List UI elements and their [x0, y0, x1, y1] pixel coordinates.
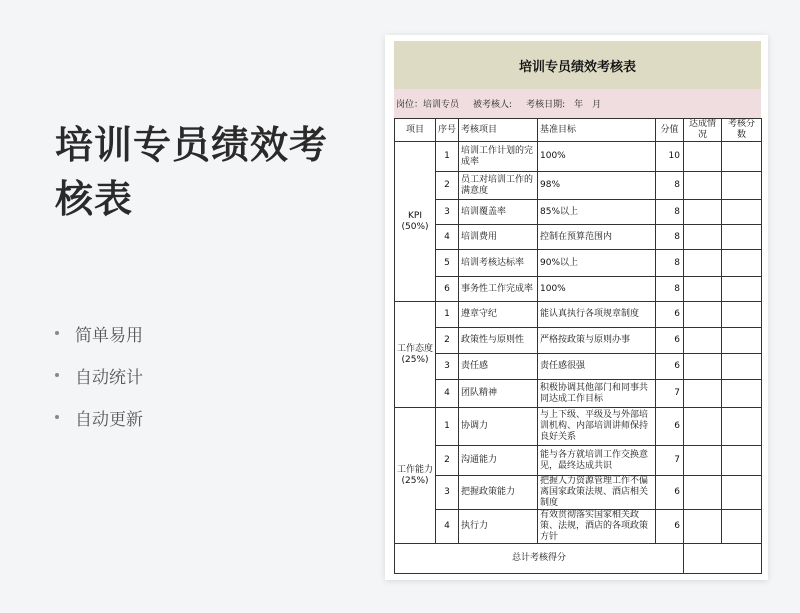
- target-cell: 100%: [538, 142, 656, 172]
- table-row: [395, 446, 762, 476]
- seq-cell: 6: [436, 277, 459, 302]
- achievement-cell[interactable]: [684, 225, 722, 250]
- achievement-cell[interactable]: [684, 200, 722, 225]
- table-row: [395, 277, 762, 302]
- seq-cell: 1: [436, 302, 459, 328]
- total-label: 总计考核得分: [395, 544, 684, 574]
- review-date-label: 考核日期: 年 月: [526, 100, 602, 110]
- item-cell: 培训覆盖率: [459, 200, 538, 225]
- result-cell[interactable]: [722, 510, 762, 544]
- score-cell: 8: [656, 172, 684, 200]
- score-cell: 8: [656, 277, 684, 302]
- table-header-row: [395, 119, 762, 142]
- result-cell[interactable]: [722, 277, 762, 302]
- result-cell[interactable]: [722, 200, 762, 225]
- achievement-cell[interactable]: [684, 250, 722, 277]
- page-title: 培训专员绩效考核表: [55, 123, 329, 221]
- score-cell: 7: [656, 380, 684, 408]
- achievement-cell[interactable]: [684, 408, 722, 446]
- feature-list: [55, 312, 143, 438]
- result-cell[interactable]: [722, 476, 762, 510]
- table-row: [395, 354, 762, 380]
- seq-cell: 2: [436, 446, 459, 476]
- target-cell: 100%: [538, 277, 656, 302]
- target-cell: 与上下级、平级及与外部培训机构、内部培训讲师保持良好关系: [538, 408, 656, 446]
- column-header: 项目: [395, 119, 436, 142]
- column-header: 考核分数: [722, 119, 762, 142]
- target-cell: 能认真执行各项规章制度: [538, 302, 656, 328]
- score-cell: 6: [656, 476, 684, 510]
- category-cell: KPI (50%): [395, 142, 436, 302]
- achievement-cell[interactable]: [684, 277, 722, 302]
- table-row: [395, 408, 762, 446]
- result-cell[interactable]: [722, 172, 762, 200]
- score-cell: 6: [656, 510, 684, 544]
- result-cell[interactable]: [722, 446, 762, 476]
- item-cell: 培训考核达标率: [459, 250, 538, 277]
- achievement-cell[interactable]: [684, 142, 722, 172]
- score-cell: 8: [656, 225, 684, 250]
- target-cell: 严格按政策与原则办事: [538, 328, 656, 354]
- seq-cell: 4: [436, 225, 459, 250]
- achievement-cell[interactable]: [684, 354, 722, 380]
- column-header: 达成情况: [684, 119, 722, 142]
- item-cell: 培训工作计划的完成率: [459, 142, 538, 172]
- target-cell: 90%以上: [538, 250, 656, 277]
- achievement-cell[interactable]: [684, 302, 722, 328]
- table-row: [395, 250, 762, 277]
- item-cell: 事务性工作完成率: [459, 277, 538, 302]
- column-header: 基准目标: [538, 119, 656, 142]
- item-cell: 协调力: [459, 408, 538, 446]
- table-row: [395, 172, 762, 200]
- item-cell: 沟通能力: [459, 446, 538, 476]
- result-cell[interactable]: [722, 408, 762, 446]
- item-cell: 培训费用: [459, 225, 538, 250]
- sheet-title: 培训专员绩效考核表: [394, 41, 761, 89]
- position-label: 岗位：培训专员: [396, 100, 460, 110]
- category-cell: 工作态度 (25%): [395, 302, 436, 408]
- achievement-cell[interactable]: [684, 328, 722, 354]
- table-row: [395, 142, 762, 172]
- table-row: [395, 200, 762, 225]
- score-cell: 8: [656, 200, 684, 225]
- result-cell[interactable]: [722, 328, 762, 354]
- target-cell: 98%: [538, 172, 656, 200]
- column-header: 序号: [436, 119, 459, 142]
- seq-cell: 5: [436, 250, 459, 277]
- feature-item: [55, 312, 143, 354]
- item-cell: 把握政策能力: [459, 476, 538, 510]
- reviewee-label: 被考核人:: [473, 100, 513, 110]
- item-cell: 执行力: [459, 510, 538, 544]
- feature-item: [55, 396, 143, 438]
- target-cell: 责任感很强: [538, 354, 656, 380]
- achievement-cell[interactable]: [684, 380, 722, 408]
- info-row: [394, 89, 761, 118]
- seq-cell: 1: [436, 408, 459, 446]
- table-row: [395, 302, 762, 328]
- target-cell: 能与各方就培训工作交换意见，最终达成共识: [538, 446, 656, 476]
- result-cell[interactable]: [722, 250, 762, 277]
- target-cell: 85%以上: [538, 200, 656, 225]
- bullet-dot-icon: [55, 373, 59, 377]
- seq-cell: 2: [436, 172, 459, 200]
- target-cell: 把握人力资源管理工作不偏离国家政策法规、酒店相关制度: [538, 476, 656, 510]
- score-cell: 7: [656, 446, 684, 476]
- seq-cell: 3: [436, 354, 459, 380]
- seq-cell: 3: [436, 200, 459, 225]
- table-row: [395, 225, 762, 250]
- bullet-dot-icon: [55, 415, 59, 419]
- total-score-cell[interactable]: [684, 544, 762, 574]
- seq-cell: 3: [436, 476, 459, 510]
- item-cell: 员工对培训工作的满意度: [459, 172, 538, 200]
- category-cell: 工作能力 (25%): [395, 408, 436, 544]
- achievement-cell[interactable]: [684, 476, 722, 510]
- seq-cell: 4: [436, 510, 459, 544]
- spreadsheet-preview: [385, 35, 768, 580]
- achievement-cell[interactable]: [684, 446, 722, 476]
- item-cell: 团队精神: [459, 380, 538, 408]
- table-row: [395, 380, 762, 408]
- score-cell: 8: [656, 250, 684, 277]
- result-cell[interactable]: [722, 354, 762, 380]
- table-row: [395, 476, 762, 510]
- score-cell: 6: [656, 408, 684, 446]
- feature-item: [55, 354, 143, 396]
- total-row: [395, 544, 762, 574]
- result-cell[interactable]: [722, 380, 762, 408]
- table-row: [395, 510, 762, 544]
- seq-cell: 2: [436, 328, 459, 354]
- item-cell: 责任感: [459, 354, 538, 380]
- feature-label: 自动更新: [75, 409, 143, 430]
- score-cell: 6: [656, 328, 684, 354]
- achievement-cell[interactable]: [684, 510, 722, 544]
- feature-label: 简单易用: [75, 325, 143, 346]
- seq-cell: 4: [436, 380, 459, 408]
- score-cell: 10: [656, 142, 684, 172]
- seq-cell: 1: [436, 142, 459, 172]
- target-cell: 有效贯彻落实国家相关政策、法规，酒店的各项政策方针: [538, 510, 656, 544]
- column-header: 考核项目: [459, 119, 538, 142]
- target-cell: 控制在预算范围内: [538, 225, 656, 250]
- result-cell[interactable]: [722, 302, 762, 328]
- result-cell[interactable]: [722, 225, 762, 250]
- result-cell[interactable]: [722, 142, 762, 172]
- feature-label: 自动统计: [75, 367, 143, 388]
- assessment-table: [394, 118, 762, 574]
- item-cell: 政策性与原则性: [459, 328, 538, 354]
- bullet-dot-icon: [55, 331, 59, 335]
- target-cell: 积极协调其他部门和同事共同达成工作目标: [538, 380, 656, 408]
- achievement-cell[interactable]: [684, 172, 722, 200]
- score-cell: 6: [656, 354, 684, 380]
- score-cell: 6: [656, 302, 684, 328]
- column-header: 分值: [656, 119, 684, 142]
- table-row: [395, 328, 762, 354]
- item-cell: 遵章守纪: [459, 302, 538, 328]
